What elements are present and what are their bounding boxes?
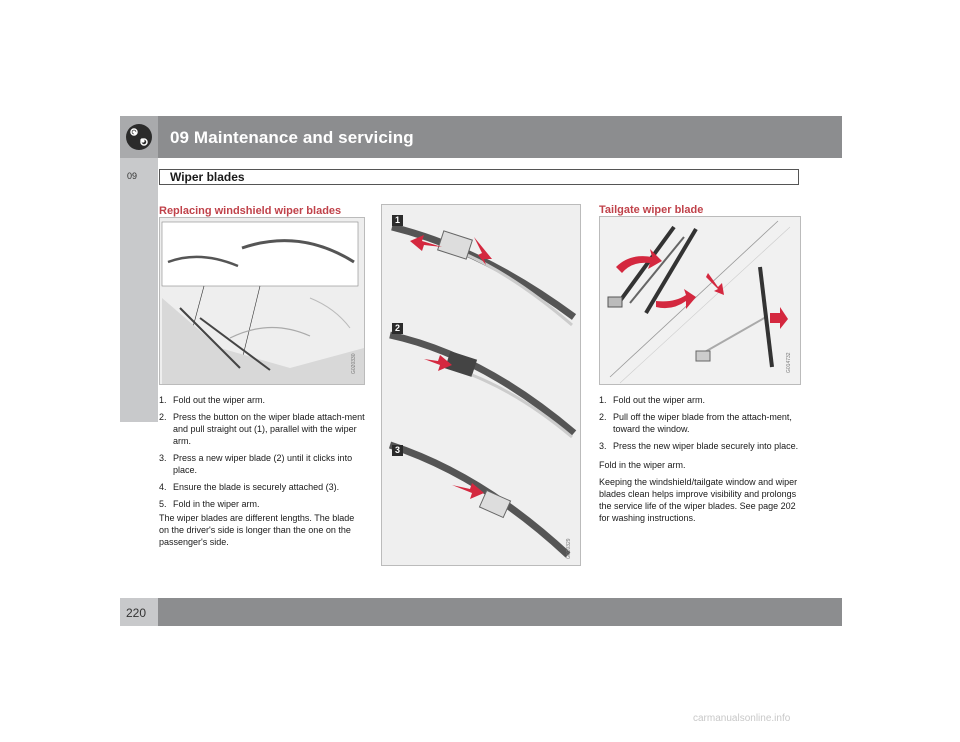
- arrow-icon: [452, 483, 484, 499]
- step-label: 2: [392, 323, 403, 334]
- watermark: carmanualsonline.info: [693, 713, 791, 724]
- page-number: 220: [126, 606, 147, 620]
- list-item: 4. Ensure the blade is securely attached (3).: [159, 482, 340, 492]
- windshield-figure-code: G020330: [351, 353, 357, 374]
- windshield-illustration: [160, 218, 364, 384]
- arrow-icon: [474, 237, 492, 265]
- chapter-side-tab: [120, 158, 158, 422]
- section-title-box: [159, 169, 799, 185]
- arrow-icon: [424, 355, 452, 371]
- blade-figure-code: G020329: [566, 538, 572, 559]
- left-steps-list: [159, 394, 365, 515]
- right-paragraph: Fold in the wiper arm.: [599, 460, 686, 470]
- tailgate-arrows: [600, 217, 800, 384]
- list-item: 1. Fold out the wiper arm.: [159, 395, 266, 405]
- arrow-icon: [656, 289, 696, 309]
- chapter-title: 09 Maintenance and servicing: [170, 128, 414, 147]
- list-item: 3. Press a new wiper blade (2) until it clicks into place.: [159, 453, 353, 475]
- right-steps-list: [599, 394, 803, 457]
- left-note: The wiper blades are different lengths. The blade on the driver's side is longer than the one on the passenger's side.: [159, 513, 355, 547]
- left-heading: Replacing windshield wiper blades: [159, 205, 342, 217]
- step-label: 3: [392, 445, 403, 456]
- tailgate-figure: [599, 216, 801, 385]
- tailgate-figure-code: G014732: [786, 352, 792, 373]
- list-item: 3. Press the new wiper blade securely into place.: [599, 441, 799, 451]
- list-item: 2. Press the button on the wiper blade attach-ment and pull straight out (1), parallel with the wiper arm.: [159, 412, 365, 446]
- arrow-icon: [616, 249, 662, 273]
- red-arrows: [382, 205, 580, 565]
- list-item: 5. Fold in the wiper arm.: [159, 499, 260, 509]
- list-item: 1. Fold out the wiper arm.: [599, 395, 706, 405]
- right-heading: Tailgate wiper blade: [599, 204, 704, 216]
- arrow-icon: [770, 307, 788, 329]
- right-paragraph: Keeping the windshield/tailgate window and wiper blades clean helps improve visibility and prolongs the service life of the wiper blades. See page 202 for washing instructions.: [599, 477, 798, 523]
- section-title: Wiper blades: [170, 170, 245, 184]
- chapter-side-tab-label: 09: [127, 171, 138, 181]
- windshield-figure: [159, 217, 365, 385]
- arrow-icon: [410, 235, 442, 251]
- footer-bar: [120, 598, 842, 626]
- wrench-icon: [124, 122, 154, 152]
- arrow-icon: [706, 273, 724, 295]
- step-label: 1: [392, 215, 403, 226]
- list-item: 2. Pull off the wiper blade from the attach-ment, toward the window.: [599, 412, 792, 434]
- blade-steps-figure: [381, 204, 581, 566]
